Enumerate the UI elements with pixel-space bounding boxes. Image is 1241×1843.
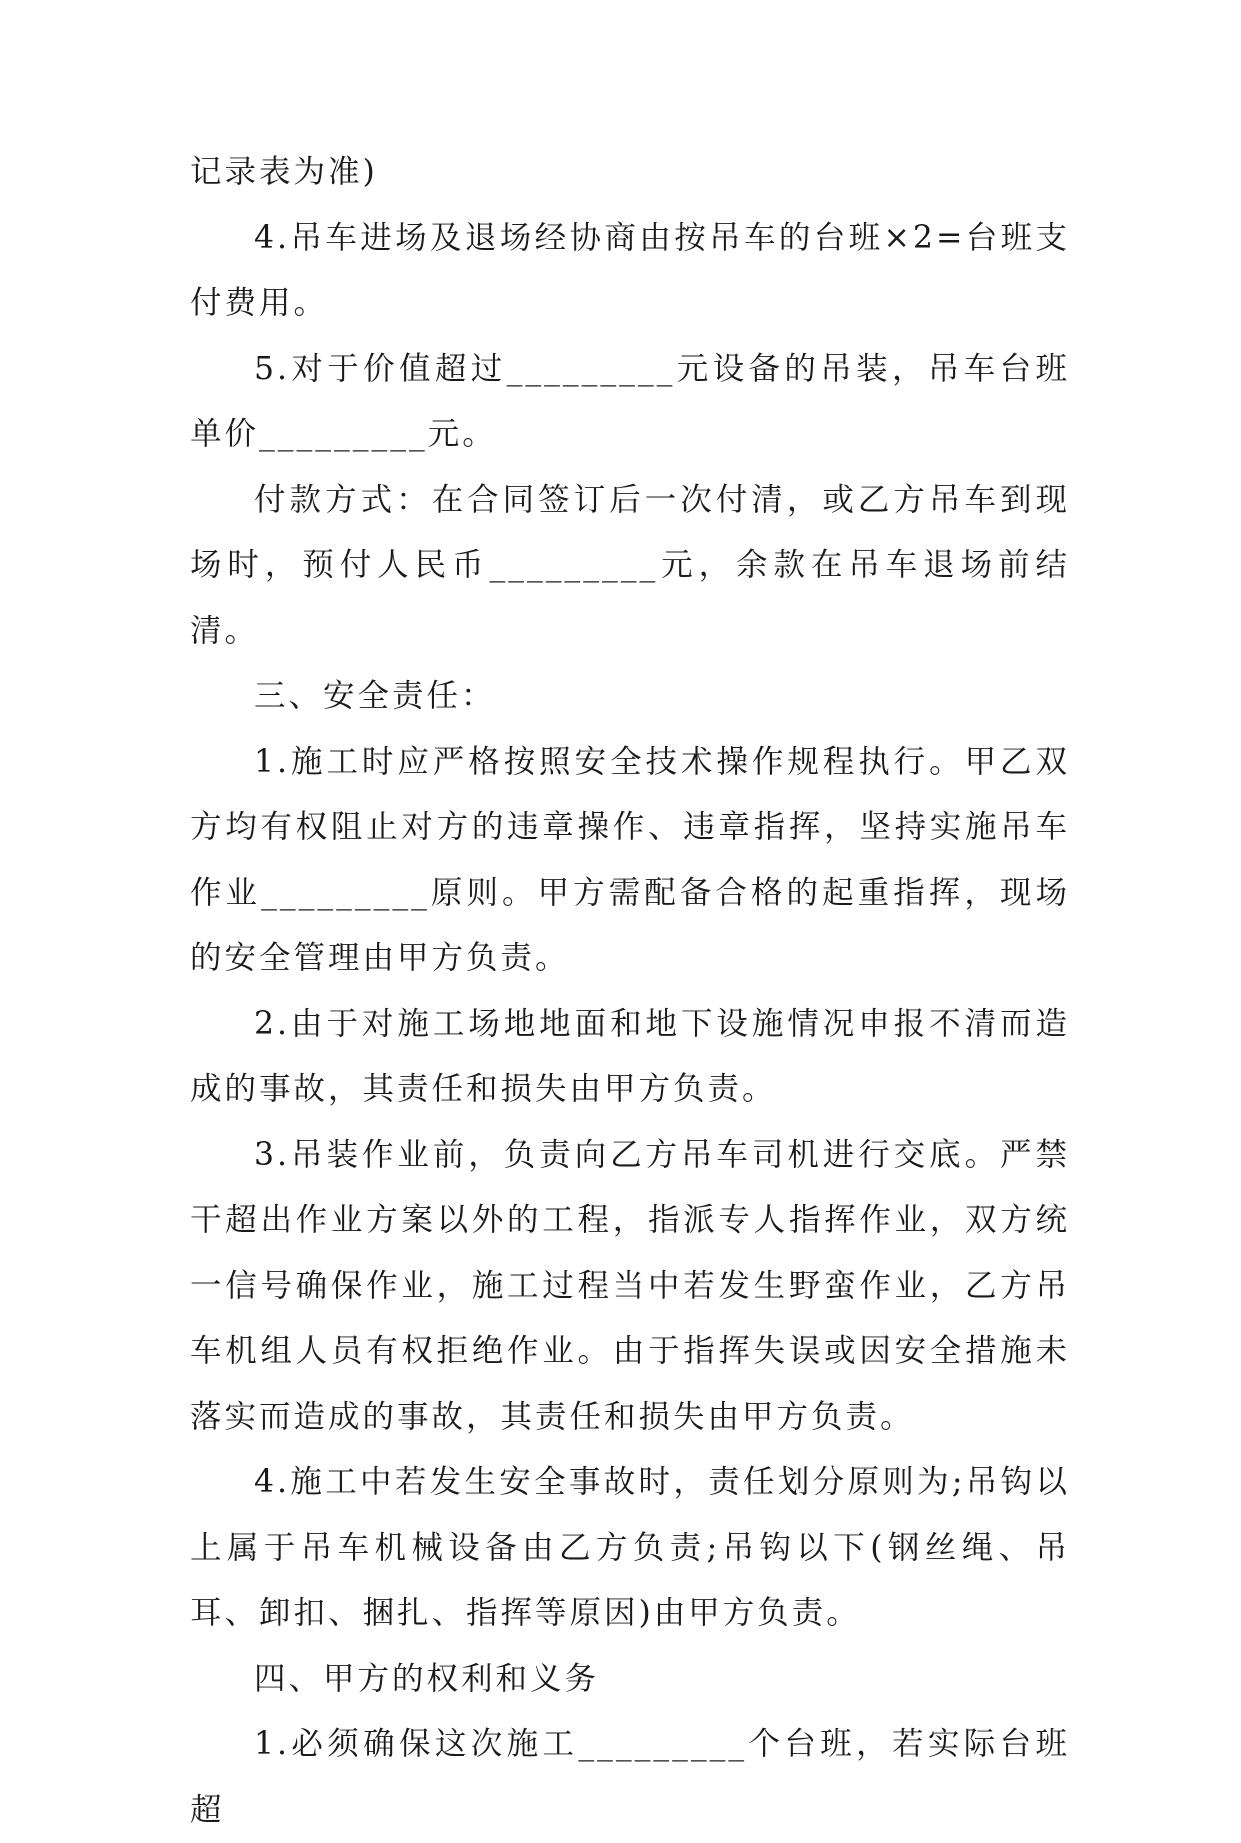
section-heading-party-a-rights: 四、甲方的权利和义务 bbox=[254, 1660, 600, 1697]
paragraph-item-4-entry-exit-fee: 4.吊车进场及退场经协商由按吊车的台班×2=台班支付费用。 bbox=[190, 219, 1070, 321]
paragraph-payment-method: 付款方式：在合同签订后一次付清，或乙方吊车到现场时，预付人民币_________元，余款在吊车退场前结清。 bbox=[190, 481, 1070, 649]
paragraph-safety-2: 2.由于对施工场地地面和地下设施情况申报不清而造成的事故，其责任和损失由甲方负责。 bbox=[190, 1005, 1070, 1107]
section-heading-safety: 三、安全责任： bbox=[254, 678, 496, 714]
paragraph-safety-3: 3.吊装作业前，负责向乙方吊车司机进行交底。严禁干超出作业方案以外的工程，指派专人指挥作业，双方统一信号确保作业，施工过程当中若发生野蛮作业，乙方吊车机组人员有权拒绝作业。由于指挥失误或因安全措施未落实而造成的事故，其责任和损失由甲方负责。 bbox=[190, 1136, 1070, 1435]
paragraph-continuation: 记录表为准) bbox=[190, 154, 378, 190]
document-body bbox=[190, 140, 1070, 1843]
paragraph-safety-4: 4.施工中若发生安全事故时，责任划分原则为;吊钩以上属于吊车机械设备由乙方负责;吊钩以下(钢丝绳、吊耳、卸扣、捆扎、指挥等原因)由甲方负责。 bbox=[190, 1464, 1070, 1631]
paragraph-item-5-unit-price: 5.对于价值超过_________元设备的吊装，吊车台班单价_________元。 bbox=[190, 350, 1070, 452]
paragraph-safety-1: 1.施工时应严格按照安全技术操作规程执行。甲乙双方均有权阻止对方的违章操作、违章指挥，坚持实施吊车作业_________原则。甲方需配备合格的起重指挥，现场的安全管理由甲方负责。 bbox=[190, 743, 1070, 976]
paragraph-party-a-1: 1.必须确保这次施工_________个台班，若实际台班超 bbox=[190, 1726, 1070, 1828]
